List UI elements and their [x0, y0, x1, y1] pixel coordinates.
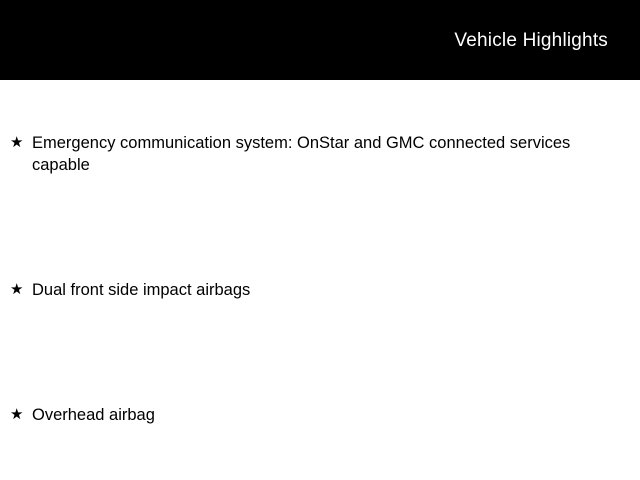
list-item: [10, 404, 610, 426]
star-icon: ★: [10, 281, 24, 298]
list-item: [10, 132, 610, 176]
list-item-label: Dual front side impact airbags: [32, 281, 251, 299]
list-item-label: Overhead airbag: [32, 406, 155, 424]
list-item-label: Emergency communication system: OnStar and GMC connected services capable: [32, 134, 571, 174]
page-title: Vehicle Highlights: [454, 30, 608, 51]
list-item: [10, 279, 610, 301]
star-icon: ★: [10, 406, 24, 423]
header-bar: [0, 0, 640, 80]
star-icon: ★: [10, 134, 24, 151]
highlights-list: [0, 80, 640, 480]
